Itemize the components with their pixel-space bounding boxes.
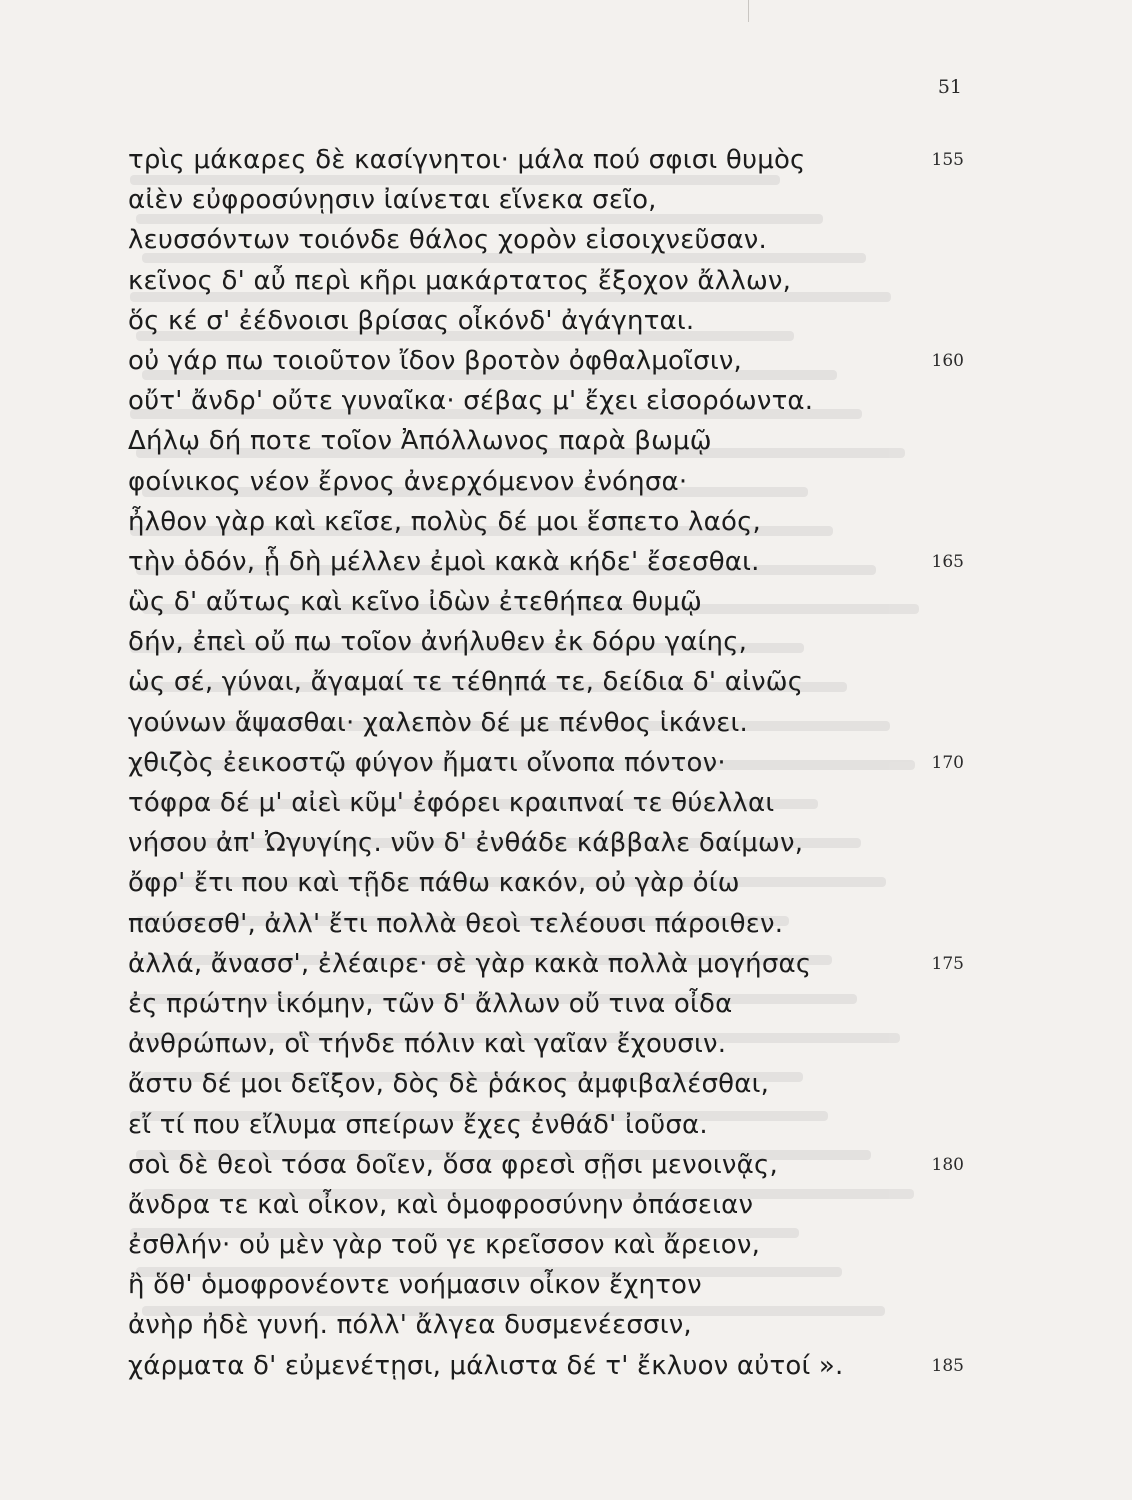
verse-line (128, 1064, 968, 1104)
verse-line (128, 1346, 968, 1386)
verse-text: κεῖνος δ' αὖ περὶ κῆρι μακάρτατος ἔξοχον ἄλλων, (128, 265, 792, 296)
verse-line (128, 904, 968, 944)
line-number: 170 (931, 752, 964, 773)
verse-line (128, 381, 968, 421)
verse-line (128, 783, 968, 823)
verse-line (128, 944, 968, 984)
verse-text: φοίνικος νέον ἔρνος ἀνερχόμενον ἐνόησα· (128, 466, 688, 497)
verse-line (128, 863, 968, 903)
verse-text: σοὶ δὲ θεοὶ τόσα δοῖεν, ὅσα φρεσὶ σῇσι μενοινᾷς, (128, 1149, 778, 1180)
page-number: 51 (937, 76, 962, 98)
verse-line (128, 301, 968, 341)
verse-text: ὄφρ' ἔτι που καὶ τῇδε πάθω κακόν, οὐ γὰρ ὀίω (128, 868, 740, 899)
verse-line (128, 421, 968, 461)
line-number: 180 (931, 1154, 964, 1175)
verse-text: ἀνθρώπων, οἳ τήνδε πόλιν καὶ γαῖαν ἔχουσιν. (128, 1029, 727, 1060)
verse-text: εἴ τί που εἴλυμα σπείρων ἔχες ἐνθάδ' ἰοῦσα. (128, 1109, 708, 1140)
verse-text: δήν, ἐπεὶ οὔ πω τοῖον ἀνήλυθεν ἐκ δόρυ γαίης, (128, 627, 748, 658)
verse-line (128, 582, 968, 622)
verse-block (128, 140, 968, 1386)
verse-text: ὡς σέ, γύναι, ἄγαμαί τε τέθηπά τε, δείδια δ' αἰνῶς (128, 667, 804, 698)
verse-text: χάρματα δ' εὐμενέτῃσι, μάλιστα δέ τ' ἔκλυον αὐτοί ». (128, 1350, 844, 1381)
verse-line (128, 220, 968, 260)
page-tick-mark (748, 0, 749, 22)
verse-text: ἄνδρα τε καὶ οἶκον, καὶ ὁμοφροσύνην ὀπάσειαν (128, 1189, 754, 1220)
verse-text: οὐ γάρ πω τοιοῦτον ἴδον βροτὸν ὀφθαλμοῖσιν, (128, 345, 743, 376)
verse-text: ἐσθλήν· οὐ μὲν γὰρ τοῦ γε κρεῖσσον καὶ ἄρειον, (128, 1230, 761, 1261)
verse-line (128, 622, 968, 662)
verse-text: ἀλλά, ἄνασσ', ἐλέαιρε· σὲ γὰρ κακὰ πολλὰ μογήσας (128, 948, 812, 979)
verse-text: ὣς δ' αὔτως καὶ κεῖνο ἰδὼν ἐτεθήπεα θυμῷ (128, 587, 702, 618)
verse-text: παύσεσθ', ἀλλ' ἔτι πολλὰ θεοὶ τελέουσι πάροιθεν. (128, 908, 784, 939)
verse-line (128, 1105, 968, 1145)
verse-line (128, 542, 968, 582)
verse-text: αἰὲν εὐφροσύνῃσιν ἰαίνεται εἵνεκα σεῖο, (128, 185, 657, 216)
verse-line (128, 743, 968, 783)
verse-text: γούνων ἅψασθαι· χαλεπὸν δέ με πένθος ἱκάνει. (128, 707, 749, 738)
verse-line (128, 823, 968, 863)
verse-text: νήσου ἀπ' Ὠγυγίης. νῦν δ' ἐνθάδε κάββαλε δαίμων, (128, 828, 804, 859)
verse-text: ἐς πρώτην ἱκόμην, τῶν δ' ἄλλων οὔ τινα οἶδα (128, 988, 733, 1019)
verse-line (128, 1024, 968, 1064)
verse-text: τρὶς μάκαρες δὲ κασίγνητοι· μάλα πού σφισι θυμὸς (128, 145, 806, 175)
verse-line (128, 1225, 968, 1265)
verse-line (128, 180, 968, 220)
line-number: 155 (931, 150, 964, 170)
verse-line (128, 662, 968, 702)
verse-line (128, 984, 968, 1024)
verse-line (128, 1185, 968, 1225)
verse-line (128, 1145, 968, 1185)
verse-line (128, 1305, 968, 1345)
verse-text: Δήλῳ δή ποτε τοῖον Ἀπόλλωνος παρὰ βωμῷ (128, 426, 712, 457)
verse-text: λευσσόντων τοιόνδε θάλος χορὸν εἰσοιχνεῦσαν. (128, 225, 767, 256)
verse-line (128, 502, 968, 542)
verse-text: ἦλθον γὰρ καὶ κεῖσε, πολὺς δέ μοι ἕσπετο λαός, (128, 506, 761, 537)
verse-text: οὔτ' ἄνδρ' οὔτε γυναῖκα· σέβας μ' ἔχει εἰσορόωντα. (128, 386, 814, 417)
verse-text: χθιζὸς ἐεικοστῷ φύγον ἤματι οἴνοπα πόντον· (128, 747, 726, 778)
line-number: 185 (931, 1355, 964, 1376)
verse-line (128, 341, 968, 381)
verse-text: ἢ ὅθ' ὁμοφρονέοντε νοήμασιν οἶκον ἔχητον (128, 1270, 702, 1301)
verse-line (128, 703, 968, 743)
verse-line (128, 462, 968, 502)
line-number: 160 (931, 350, 964, 371)
verse-text: τόφρα δέ μ' αἰεὶ κῦμ' ἐφόρει κραιπναί τε θύελλαι (128, 788, 775, 818)
verse-line (128, 261, 968, 301)
verse-text: ἄστυ δέ μοι δεῖξον, δὸς δὲ ῥάκος ἀμφιβαλέσθαι, (128, 1069, 770, 1100)
verse-line (128, 140, 968, 180)
line-number: 175 (931, 953, 964, 974)
verse-text: ὅς κέ σ' ἐέδνοισι βρίσας οἶκόνδ' ἀγάγηται. (128, 305, 695, 336)
verse-line (128, 1265, 968, 1305)
verse-text: τὴν ὁδόν, ᾗ δὴ μέλλεν ἐμοὶ κακὰ κήδε' ἔσεσθαι. (128, 546, 760, 577)
verse-text: ἀνὴρ ἠδὲ γυνή. πόλλ' ἄλγεα δυσμενέεσσιν, (128, 1310, 692, 1341)
line-number: 165 (931, 551, 964, 572)
